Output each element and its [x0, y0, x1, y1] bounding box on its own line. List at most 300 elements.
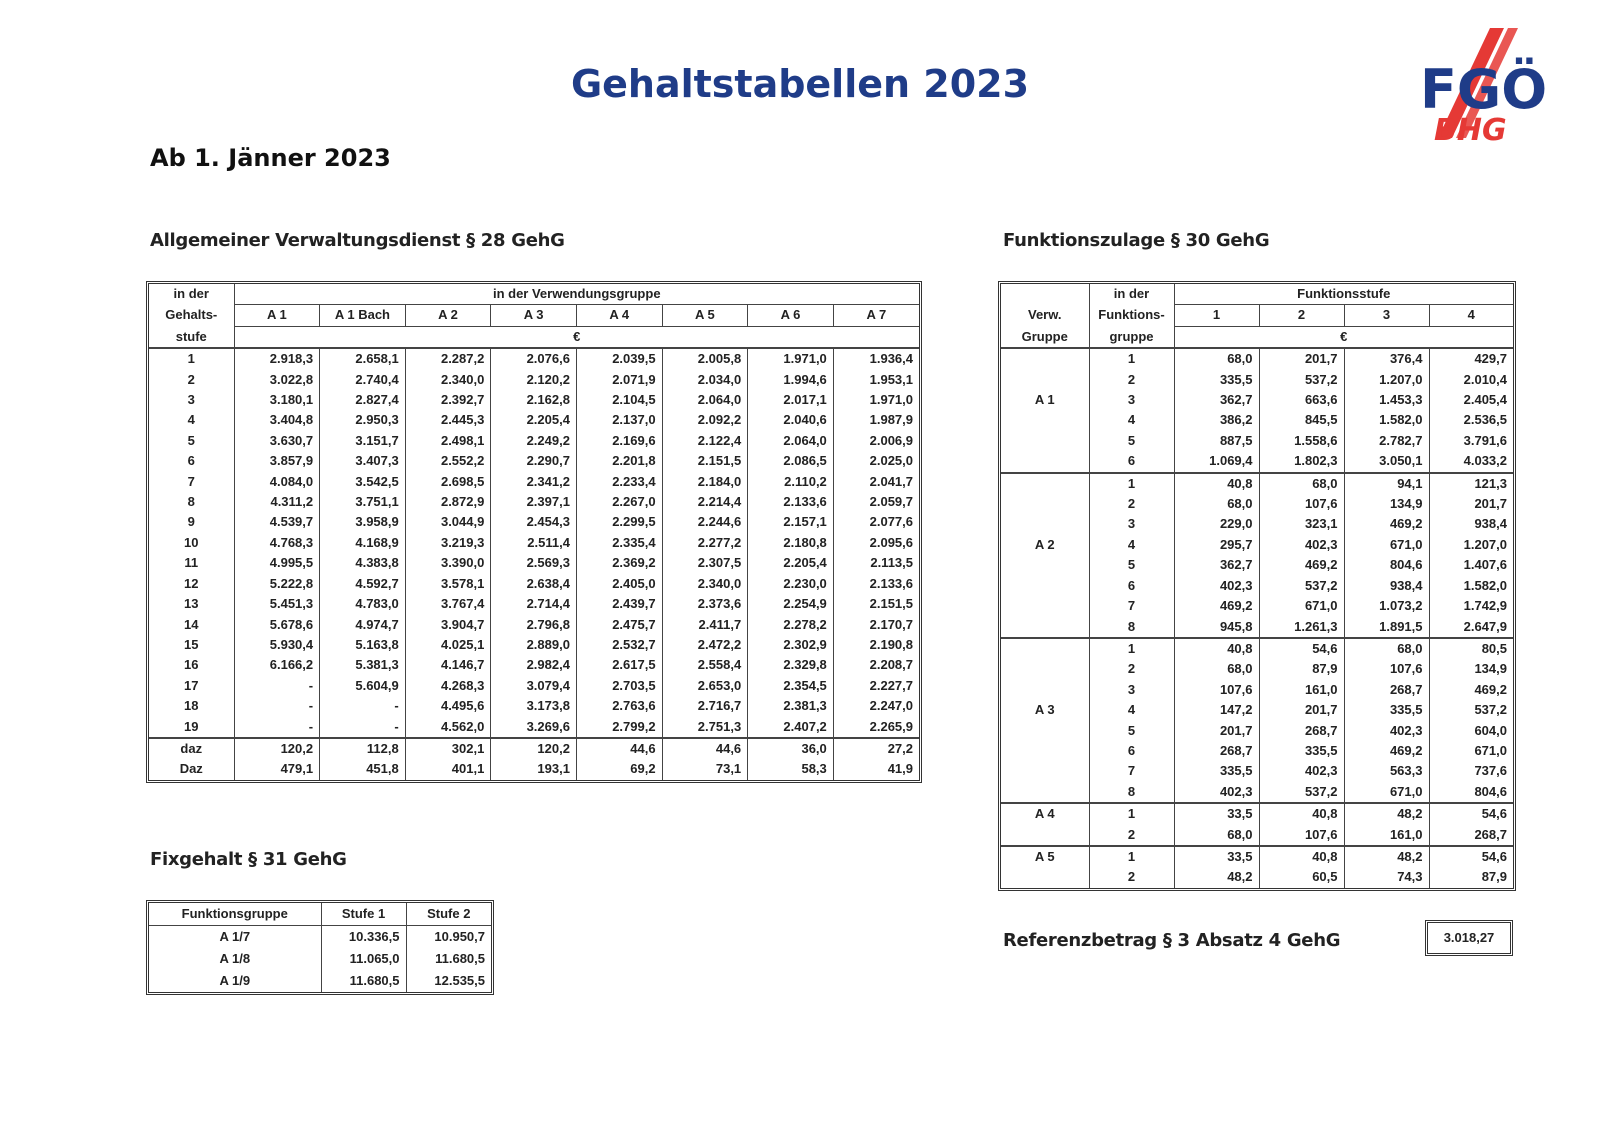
salary-cell: 1.971,0: [748, 348, 834, 369]
allowance-cell: 663,6: [1259, 390, 1344, 410]
salary-cell: 3.857,9: [234, 451, 320, 471]
table-row: [149, 451, 919, 471]
salary-cell: 2.151,5: [833, 594, 919, 614]
allowance-cell: 323,1: [1259, 514, 1344, 534]
table-row: [1001, 867, 1513, 887]
row-label: 4: [187, 412, 195, 428]
row-label: 1: [1089, 348, 1174, 369]
column-header: A 4: [576, 305, 662, 326]
salary-cell: 2.278,2: [748, 615, 834, 635]
salary-cell: 3.407,3: [320, 451, 406, 471]
allowance-cell: 33,5: [1174, 846, 1259, 867]
salary-cell: 3.958,9: [320, 512, 406, 532]
allowance-cell: 161,0: [1259, 680, 1344, 700]
row-label: 17: [184, 677, 199, 693]
row-label: 1: [1089, 473, 1174, 494]
allowance-cell: 3.050,1: [1344, 451, 1429, 472]
allowance-cell: 537,2: [1429, 700, 1513, 720]
salary-cell: 4.146,7: [405, 655, 491, 675]
salary-cell: 2.498,1: [405, 431, 491, 451]
allowance-cell: 268,7: [1259, 721, 1344, 741]
salary-cell: -: [320, 717, 406, 738]
salary-cell: 2.617,5: [576, 655, 662, 675]
row-label: 1: [1089, 846, 1174, 867]
allowance-cell: 107,6: [1344, 659, 1429, 679]
table-row: [149, 738, 919, 759]
row-label: 6: [1089, 451, 1174, 472]
salary-cell: 2.120,2: [491, 370, 577, 390]
row-label: 5: [1089, 721, 1174, 741]
header-cell: Stufe 2: [406, 903, 491, 926]
column-header: A 7: [833, 305, 919, 326]
salary-cell: 11.680,5: [406, 948, 491, 970]
allowance-cell: 1.742,9: [1429, 596, 1513, 616]
row-label: 5: [1089, 555, 1174, 575]
allowance-cell: 201,7: [1429, 494, 1513, 514]
allowance-cell: 563,3: [1344, 761, 1429, 781]
row-label: 7: [1089, 761, 1174, 781]
allowance-cell: 107,6: [1259, 494, 1344, 514]
salary-cell: 2.341,2: [491, 472, 577, 492]
allowance-cell: 68,0: [1259, 473, 1344, 494]
currency-header: €: [234, 326, 919, 348]
row-label: 1: [1089, 803, 1174, 824]
table-row: [1001, 803, 1513, 824]
salary-cell: 1.953,1: [833, 370, 919, 390]
allowance-cell: 945,8: [1174, 617, 1259, 638]
allowance-cell: 54,6: [1259, 638, 1344, 659]
allowance-cell: 1.207,0: [1429, 535, 1513, 555]
header-cell: Gehalts-: [165, 307, 218, 323]
salary-cell: 10.336,5: [321, 926, 406, 949]
header-cell: stufe: [175, 328, 207, 344]
column-header: A 1 Bach: [320, 305, 406, 326]
table-row: [1001, 761, 1513, 781]
allowance-cell: 402,3: [1174, 576, 1259, 596]
salary-cell: 2.511,4: [491, 533, 577, 553]
row-label: 2: [187, 371, 195, 387]
salary-cell: 2.201,8: [576, 451, 662, 471]
allowance-cell: 1.407,6: [1429, 555, 1513, 575]
currency-header: €: [1174, 326, 1513, 348]
row-label: 10: [184, 534, 199, 550]
salary-cell: 36,0: [748, 738, 834, 759]
row-label: A 1/7: [219, 929, 251, 944]
salary-cell: 73,1: [662, 759, 748, 779]
salary-cell: 2.277,2: [662, 533, 748, 553]
allowance-cell: 1.582,0: [1344, 410, 1429, 430]
table-row: [149, 370, 919, 390]
allowance-cell: 2.405,4: [1429, 390, 1513, 410]
row-label: A 1/9: [219, 973, 251, 988]
salary-cell: 5.163,8: [320, 635, 406, 655]
allowance-cell: 295,7: [1174, 535, 1259, 555]
allowance-cell: 1.582,0: [1429, 576, 1513, 596]
table-row: [1001, 555, 1513, 575]
salary-cell: 2.265,9: [833, 717, 919, 738]
salary-cell: 3.044,9: [405, 512, 491, 532]
salary-cell: 3.173,8: [491, 696, 577, 716]
salary-cell: 2.763,6: [576, 696, 662, 716]
allowance-cell: 671,0: [1259, 596, 1344, 616]
salary-cell: 479,1: [234, 759, 320, 779]
reference-value: 3.018,27: [1425, 920, 1513, 956]
group-header: Funktionsstufe: [1174, 284, 1513, 305]
column-header: 1: [1174, 305, 1259, 326]
row-label: 13: [184, 596, 199, 612]
table-row: [1001, 431, 1513, 451]
allowance-cell: 68,0: [1344, 638, 1429, 659]
allowance-cell: 469,2: [1259, 555, 1344, 575]
salary-cell: 4.562,0: [405, 717, 491, 738]
logo-bottom-text: BHG: [1434, 113, 1507, 148]
allowance-cell: 268,7: [1429, 825, 1513, 846]
salary-cell: 120,2: [234, 738, 320, 759]
salary-cell: 3.390,0: [405, 553, 491, 573]
row-label: 4: [1089, 700, 1174, 720]
allowance-cell: 33,5: [1174, 803, 1259, 824]
salary-cell: 2.170,7: [833, 615, 919, 635]
table-row: [149, 472, 919, 492]
funktionszulage-table: [1001, 284, 1513, 888]
salary-cell: 2.698,5: [405, 472, 491, 492]
allowance-cell: 1.453,3: [1344, 390, 1429, 410]
salary-cell: 2.230,0: [748, 574, 834, 594]
table-row: [1001, 741, 1513, 761]
allowance-cell: 671,0: [1344, 782, 1429, 803]
allowance-cell: 1.069,4: [1174, 451, 1259, 472]
row-label: 5: [1089, 431, 1174, 451]
fix-table-heading: Fixgehalt § 31 GehG: [150, 849, 347, 870]
row-label: 2: [1089, 825, 1174, 846]
table-row: [149, 431, 919, 451]
row-label: 8: [1089, 617, 1174, 638]
allowance-cell: 1.207,0: [1344, 370, 1429, 390]
salary-cell: 2.405,0: [576, 574, 662, 594]
salary-cell: 112,8: [320, 738, 406, 759]
salary-cell: 2.407,2: [748, 717, 834, 738]
table-row: [149, 926, 491, 949]
allowance-cell: 54,6: [1429, 803, 1513, 824]
column-header: A 2: [405, 305, 491, 326]
allowance-cell: 201,7: [1259, 700, 1344, 720]
column-header: A 3: [491, 305, 577, 326]
allowance-cell: 1.558,6: [1259, 431, 1344, 451]
salary-cell: 2.092,2: [662, 410, 748, 430]
salary-cell: 2.340,0: [662, 574, 748, 594]
allowance-cell: 107,6: [1174, 680, 1259, 700]
table-row: [1001, 638, 1513, 659]
salary-cell: 44,6: [576, 738, 662, 759]
salary-cell: 2.162,8: [491, 390, 577, 410]
column-header: A 6: [748, 305, 834, 326]
allowance-cell: 94,1: [1344, 473, 1429, 494]
row-label: 4: [1089, 410, 1174, 430]
allowance-cell: 402,3: [1259, 535, 1344, 555]
table-row: [149, 533, 919, 553]
salary-cell: 2.335,4: [576, 533, 662, 553]
salary-cell: 3.269,6: [491, 717, 577, 738]
allowance-cell: 537,2: [1259, 576, 1344, 596]
table-row: [1001, 721, 1513, 741]
row-label: A 1/8: [219, 951, 251, 966]
table-row: [149, 970, 491, 992]
row-label: 14: [184, 616, 199, 632]
salary-cell: 2.233,4: [576, 472, 662, 492]
allowance-cell: 48,2: [1174, 867, 1259, 887]
column-header: 2: [1259, 305, 1344, 326]
allowance-cell: 1.261,3: [1259, 617, 1344, 638]
table-row: [1001, 700, 1513, 720]
salary-cell: 2.133,6: [748, 492, 834, 512]
row-label: 2: [1089, 867, 1174, 887]
salary-cell: 1.936,4: [833, 348, 919, 369]
row-label: 3: [187, 392, 195, 408]
salary-cell: 4.974,7: [320, 615, 406, 635]
salary-cell: 4.025,1: [405, 635, 491, 655]
salary-cell: 4.768,3: [234, 533, 320, 553]
func-table-heading: Funktionszulage § 30 GehG: [1003, 230, 1270, 251]
salary-cell: 2.180,8: [748, 533, 834, 553]
salary-cell: 2.113,5: [833, 553, 919, 573]
salary-cell: 3.751,1: [320, 492, 406, 512]
table-row: [1001, 370, 1513, 390]
salary-cell: 44,6: [662, 738, 748, 759]
salary-cell: 1.994,6: [748, 370, 834, 390]
table-row: [149, 948, 491, 970]
row-label: 7: [187, 473, 195, 489]
allowance-cell: 68,0: [1174, 659, 1259, 679]
header-cell: Stufe 1: [321, 903, 406, 926]
row-label: 1: [1089, 638, 1174, 659]
salary-cell: 401,1: [405, 759, 491, 779]
salary-cell: 11.680,5: [321, 970, 406, 992]
salary-cell: 2.247,0: [833, 696, 919, 716]
allowance-cell: 362,7: [1174, 390, 1259, 410]
row-label: 3: [1089, 514, 1174, 534]
allowance-cell: 469,2: [1429, 680, 1513, 700]
table-row: [1001, 576, 1513, 596]
salary-cell: 5.930,4: [234, 635, 320, 655]
allowance-cell: 335,5: [1344, 700, 1429, 720]
allowance-cell: 87,9: [1429, 867, 1513, 887]
allowance-cell: 268,7: [1344, 680, 1429, 700]
allowance-cell: 804,6: [1429, 782, 1513, 803]
row-label: 2: [1089, 659, 1174, 679]
table-row: [1001, 846, 1513, 867]
allowance-cell: 362,7: [1174, 555, 1259, 575]
allowance-cell: 68,0: [1174, 348, 1259, 369]
group-label: A 4: [1001, 803, 1089, 824]
table-row: [149, 615, 919, 635]
salary-cell: 5.222,8: [234, 574, 320, 594]
salary-cell: 10.950,7: [406, 926, 491, 949]
allowance-cell: 121,3: [1429, 473, 1513, 494]
table-row: [1001, 473, 1513, 494]
salary-cell: 2.439,7: [576, 594, 662, 614]
salary-cell: 2.392,7: [405, 390, 491, 410]
row-label: 5: [187, 432, 195, 448]
row-label: 1: [149, 348, 234, 369]
table-row: [149, 594, 919, 614]
allowance-cell: 604,0: [1429, 721, 1513, 741]
allowance-cell: 40,8: [1259, 846, 1344, 867]
table-row: [149, 655, 919, 675]
salary-table-verwaltungsdienst: [149, 284, 919, 780]
salary-cell: 3.578,1: [405, 574, 491, 594]
allowance-cell: 60,5: [1259, 867, 1344, 887]
allowance-cell: 386,2: [1174, 410, 1259, 430]
group-label: A 3: [1034, 702, 1055, 718]
salary-cell: 4.268,3: [405, 676, 491, 696]
row-label: daz: [149, 738, 234, 759]
table-row: [149, 676, 919, 696]
salary-cell: 2.122,4: [662, 431, 748, 451]
allowance-cell: 268,7: [1174, 741, 1259, 761]
allowance-cell: 40,8: [1174, 473, 1259, 494]
table-row: [149, 553, 919, 573]
group-header: in der Verwendungsgruppe: [234, 284, 919, 305]
salary-cell: 3.542,5: [320, 472, 406, 492]
allowance-cell: 2.782,7: [1344, 431, 1429, 451]
salary-cell: 2.133,6: [833, 574, 919, 594]
salary-cell: 6.166,2: [234, 655, 320, 675]
salary-cell: -: [234, 676, 320, 696]
salary-cell: 2.227,7: [833, 676, 919, 696]
allowance-cell: 376,4: [1344, 348, 1429, 369]
logo-top-text: FGÖ: [1420, 58, 1548, 121]
salary-cell: 2.950,3: [320, 410, 406, 430]
reference-label: Referenzbetrag § 3 Absatz 4 GehG: [1003, 930, 1341, 951]
salary-cell: 4.168,9: [320, 533, 406, 553]
salary-cell: 302,1: [405, 738, 491, 759]
allowance-cell: 335,5: [1259, 741, 1344, 761]
salary-cell: 2.411,7: [662, 615, 748, 635]
salary-cell: 2.714,4: [491, 594, 577, 614]
salary-cell: 2.184,0: [662, 472, 748, 492]
salary-cell: 2.889,0: [491, 635, 577, 655]
salary-cell: 2.532,7: [576, 635, 662, 655]
allowance-cell: 402,3: [1344, 721, 1429, 741]
salary-cell: 2.475,7: [576, 615, 662, 635]
salary-cell: 5.604,9: [320, 676, 406, 696]
salary-cell: 2.703,5: [576, 676, 662, 696]
row-label: 19: [184, 718, 199, 734]
row-label: Daz: [179, 761, 203, 777]
row-label: 6: [187, 453, 195, 469]
allowance-cell: 804,6: [1344, 555, 1429, 575]
salary-cell: 2.472,2: [662, 635, 748, 655]
salary-cell: 2.151,5: [662, 451, 748, 471]
allowance-cell: 2.536,5: [1429, 410, 1513, 430]
salary-cell: 4.783,0: [320, 594, 406, 614]
salary-cell: 2.205,4: [748, 553, 834, 573]
table-row: [1001, 659, 1513, 679]
salary-cell: 2.799,2: [576, 717, 662, 738]
salary-cell: 3.904,7: [405, 615, 491, 635]
row-label: 3: [1089, 390, 1174, 410]
salary-cell: 2.397,1: [491, 492, 577, 512]
salary-cell: 2.653,0: [662, 676, 748, 696]
allowance-cell: 2.010,4: [1429, 370, 1513, 390]
salary-cell: 41,9: [833, 759, 919, 779]
salary-cell: 3.079,4: [491, 676, 577, 696]
fgoe-bhg-logo: [1412, 28, 1582, 148]
allowance-cell: 335,5: [1174, 761, 1259, 781]
row-label: 16: [184, 657, 199, 673]
salary-cell: 3.180,1: [234, 390, 320, 410]
salary-cell: 2.017,1: [748, 390, 834, 410]
salary-cell: 4.995,5: [234, 553, 320, 573]
salary-cell: 5.678,6: [234, 615, 320, 635]
salary-cell: 451,8: [320, 759, 406, 779]
salary-cell: 3.151,7: [320, 431, 406, 451]
salary-cell: 2.267,0: [576, 492, 662, 512]
allowance-cell: 134,9: [1344, 494, 1429, 514]
date-subtitle: Ab 1. Jänner 2023: [150, 144, 391, 172]
allowance-cell: 68,0: [1174, 825, 1259, 846]
fixgehalt-table: [149, 903, 491, 992]
allowance-cell: 40,8: [1259, 803, 1344, 824]
salary-cell: 2.751,3: [662, 717, 748, 738]
row-label: 7: [1089, 596, 1174, 616]
salary-cell: 4.084,0: [234, 472, 320, 492]
salary-cell: 1.987,9: [833, 410, 919, 430]
salary-cell: 2.740,4: [320, 370, 406, 390]
salary-cell: 2.299,5: [576, 512, 662, 532]
salary-cell: 2.354,5: [748, 676, 834, 696]
allowance-cell: 671,0: [1429, 741, 1513, 761]
salary-cell: 2.716,7: [662, 696, 748, 716]
main-table-heading: Allgemeiner Verwaltungsdienst § 28 GehG: [150, 230, 565, 251]
row-label: 9: [187, 514, 195, 530]
salary-cell: 2.445,3: [405, 410, 491, 430]
allowance-cell: 845,5: [1259, 410, 1344, 430]
salary-cell: -: [234, 717, 320, 738]
table-row: [1001, 596, 1513, 616]
header-cell: in der: [1089, 284, 1174, 305]
allowance-cell: 1.891,5: [1344, 617, 1429, 638]
salary-cell: 2.064,0: [662, 390, 748, 410]
salary-cell: 2.208,7: [833, 655, 919, 675]
salary-cell: 69,2: [576, 759, 662, 779]
allowance-cell: 537,2: [1259, 370, 1344, 390]
salary-cell: 2.110,2: [748, 472, 834, 492]
allowance-cell: 229,0: [1174, 514, 1259, 534]
salary-cell: 2.982,4: [491, 655, 577, 675]
table-row: [1001, 451, 1513, 472]
salary-cell: 2.059,7: [833, 492, 919, 512]
salary-cell: 193,1: [491, 759, 577, 779]
salary-cell: 4.311,2: [234, 492, 320, 512]
salary-cell: 2.157,1: [748, 512, 834, 532]
column-header: 3: [1344, 305, 1429, 326]
salary-cell: 2.254,9: [748, 594, 834, 614]
salary-cell: 2.638,4: [491, 574, 577, 594]
table-row: [149, 635, 919, 655]
group-label: A 5: [1001, 846, 1089, 867]
salary-cell: 4.592,7: [320, 574, 406, 594]
allowance-cell: 335,5: [1174, 370, 1259, 390]
row-label: 2: [1089, 494, 1174, 514]
salary-cell: 2.658,1: [320, 348, 406, 369]
salary-cell: 2.095,6: [833, 533, 919, 553]
salary-cell: 5.381,3: [320, 655, 406, 675]
allowance-cell: 4.033,2: [1429, 451, 1513, 472]
table-row: [1001, 410, 1513, 430]
table-row: [1001, 535, 1513, 555]
salary-cell: 12.535,5: [406, 970, 491, 992]
